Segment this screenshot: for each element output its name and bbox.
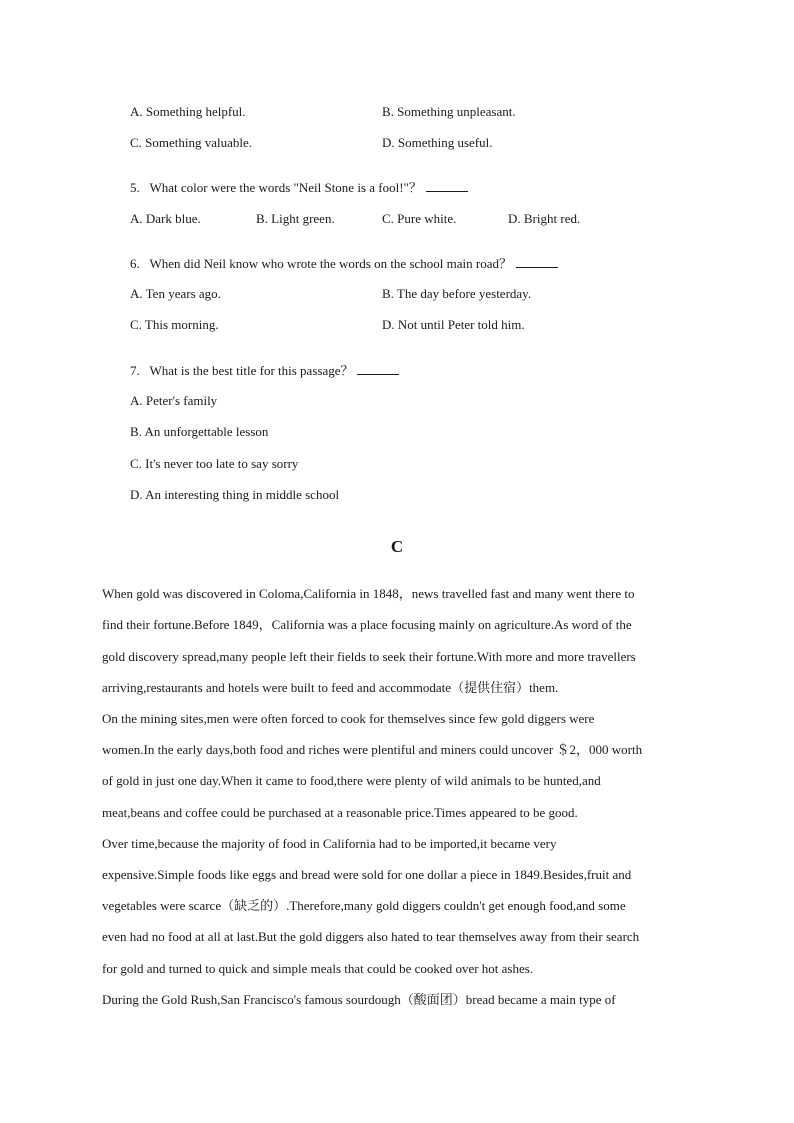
- q5-option-c: C. Pure white.: [382, 211, 457, 226]
- question-6: [130, 255, 558, 272]
- passage-line: expensive.Simple foods like eggs and bread were sold for one dollar a piece in 1849.Besides,fruit and: [102, 867, 632, 882]
- q4-option-d: D. Something useful.: [382, 135, 493, 150]
- passage-line: meat,beans and coffee could be purchased at a reasonable price.Times appeared to be good.: [102, 805, 578, 820]
- passage-line: find their fortune.Before 1849，California was a place focusing mainly on agriculture.As word of the: [102, 617, 632, 632]
- q6-option-c: C. This morning.: [130, 317, 219, 332]
- passage-line: arriving,restaurants and hotels were built to feed and accommodate（提供住宿）them.: [102, 680, 559, 695]
- question-7-text: 7. What is the best title for this passage？: [130, 363, 354, 378]
- passage-line: gold discovery spread,many people left their fields to seek their fortune.With more and more travellers: [102, 649, 636, 664]
- answer-blank-7: [357, 362, 399, 375]
- passage-line: Over time,because the majority of food in California had to be imported,it became very: [102, 836, 557, 851]
- q7-option-b: B. An unforgettable lesson: [130, 424, 269, 439]
- q4-option-a: A. Something helpful.: [130, 104, 246, 119]
- passage-line: women.In the early days,both food and riches were plentiful and miners could uncover ＄2，000 worth: [102, 742, 643, 757]
- q4-option-c: C. Something valuable.: [130, 135, 253, 150]
- passage-line: for gold and turned to quick and simple meals that could be cooked over hot ashes.: [102, 961, 534, 976]
- question-5-text: 5. What color were the words "Neil Stone is a fool!"？: [130, 180, 422, 195]
- passage-line: During the Gold Rush,San Francisco's famous sourdough（酸面团）bread became a main type of: [102, 992, 616, 1007]
- passage-line: vegetables were scarce（缺乏的）.Therefore,many gold diggers couldn't get enough food,and some: [102, 898, 626, 913]
- question-7: [130, 362, 399, 379]
- q6-option-a: A. Ten years ago.: [130, 286, 221, 301]
- question-6-text: 6. When did Neil know who wrote the words on the school main road？: [130, 256, 512, 271]
- q7-option-c: C. It's never too late to say sorry: [130, 456, 299, 471]
- q7-option-d: D. An interesting thing in middle school: [130, 487, 340, 502]
- section-title: C: [390, 537, 404, 556]
- passage-line: of gold in just one day.When it came to food,there were plenty of wild animals to be hunted,and: [102, 773, 601, 788]
- q6-option-b: B. The day before yesterday.: [382, 286, 532, 301]
- q4-option-b: B. Something unpleasant.: [382, 104, 516, 119]
- q5-option-a: A. Dark blue.: [130, 211, 201, 226]
- passage-line: When gold was discovered in Coloma,California in 1848，news travelled fast and many went there to: [102, 586, 635, 601]
- passage-line: even had no food at all at last.But the gold diggers also hated to tear themselves away from their search: [102, 929, 640, 944]
- q5-option-b: B. Light green.: [256, 211, 335, 226]
- passage-line: On the mining sites,men were often forced to cook for themselves since few gold diggers were: [102, 711, 595, 726]
- answer-blank-5: [426, 179, 468, 192]
- q5-option-d: D. Bright red.: [508, 211, 581, 226]
- answer-blank-6: [516, 255, 558, 268]
- question-5: [130, 179, 468, 196]
- q7-option-a: A. Peter's family: [130, 393, 218, 408]
- q6-option-d: D. Not until Peter told him.: [382, 317, 525, 332]
